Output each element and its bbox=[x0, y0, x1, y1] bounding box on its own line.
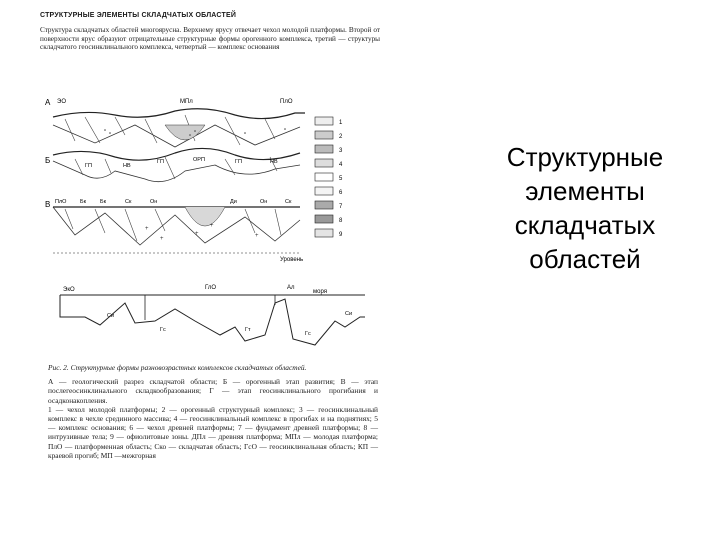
figure-legend bbox=[315, 117, 343, 238]
slide-title-line-2: элементы bbox=[525, 176, 645, 206]
slide-title-line-1: Структурные bbox=[506, 142, 664, 172]
row-v-label-3: Бк bbox=[100, 199, 107, 205]
svg-text:+: + bbox=[145, 226, 149, 232]
top-label-mpl: МПл bbox=[180, 99, 193, 105]
caption-legend: 1 — чехол молодой платформы; 2 — орогенный структурный комплекс; 3 — геосинклинальный комплекс в чехле срединного массива; 4 — геосинклинальный комплекс в прогибах и на поднятиях; 5 — комплекс основания; 6 — чехол древней платформы; 7 — фундамент древней платформы; 8 — интрузивные тела; 9 — офиолитовые зоны. ДПл — древняя платформа; МПл — молодая платформа; ПлО — платформенная область; Ско — складчатая область; ГсО — геосинклинальная область; КП — краевой прогиб; МП —межгорная bbox=[48, 404, 378, 460]
svg-text:+: + bbox=[255, 233, 259, 239]
geological-section-figure bbox=[45, 95, 375, 355]
legend-number-3: 3 bbox=[339, 148, 343, 154]
slide-title-line-4: областей bbox=[529, 244, 641, 274]
legend-number-4: 4 bbox=[339, 162, 343, 168]
row-v-label-5: Он bbox=[150, 199, 158, 205]
top-label-plo: ПлО bbox=[280, 99, 293, 105]
row-g-label-1: ЭкО bbox=[63, 287, 75, 293]
row-v-label-1: ПлО bbox=[55, 199, 67, 205]
caption-title: Рис. 2. Структурные формы разновозрастных комплексов складчатых областей. bbox=[48, 363, 307, 372]
scanned-page bbox=[30, 0, 385, 540]
row-b-label-6: НВ bbox=[270, 159, 278, 165]
caption-sections: А — геологический разрез складчатой области; Б — орогенный этап развития; В — этап послегеосинклинального складкообразования; Г — этап геосинклинального прогибания и осадконакопления. bbox=[48, 377, 378, 405]
legend-number-9: 9 bbox=[339, 232, 343, 238]
section-v-label: В bbox=[45, 200, 51, 209]
section-b bbox=[45, 148, 300, 181]
row-g-label-8: Си bbox=[345, 311, 353, 317]
svg-text:+: + bbox=[195, 231, 199, 237]
svg-text:+: + bbox=[210, 223, 214, 229]
legend-number-8: 8 bbox=[339, 218, 343, 224]
row-b-label-2: НВ bbox=[123, 163, 131, 169]
section-a-label: А bbox=[45, 98, 51, 107]
legend-number-7: 7 bbox=[339, 204, 343, 210]
slide-title-line-3: складчатых bbox=[514, 210, 656, 240]
scan-intro-paragraph: Структура складчатых областей многоярусна. Верхнему ярусу отвечает чехол молодой платформы. Второй от поверхности ярус образуют отрицательные структурные формы орогенного комплекса, третий — структуры складчатого геосинклинального комплекса, четвертый — комплекс основания bbox=[40, 26, 380, 52]
row-g-label-5: Гс bbox=[160, 327, 166, 333]
row-v-label-8: Ск bbox=[285, 199, 292, 205]
scan-heading: СТРУКТУРНЫЕ ЭЛЕМЕНТЫ СКЛАДЧАТЫХ ОБЛАСТЕЙ bbox=[40, 12, 237, 19]
legend-number-6: 6 bbox=[339, 190, 343, 196]
row-v-label-6: Ди bbox=[230, 199, 237, 205]
row-b-label-5: ГП bbox=[235, 159, 242, 165]
row-g-label-7: Гс bbox=[305, 331, 311, 337]
row-v-label-2: Бк bbox=[80, 199, 87, 205]
row-g-label-6: Гт bbox=[245, 327, 251, 333]
section-g bbox=[60, 285, 365, 345]
row-g-label-4: Си bbox=[107, 313, 115, 319]
slide-title bbox=[490, 140, 680, 276]
section-b-label: Б bbox=[45, 156, 51, 165]
row-b-label-3: ГП bbox=[157, 159, 164, 165]
row-b-label-1: ГП bbox=[85, 163, 92, 169]
section-v bbox=[45, 199, 303, 263]
figure-caption bbox=[48, 363, 378, 460]
top-label-eo: ЭО bbox=[57, 99, 66, 105]
row-v-label-7: Он bbox=[260, 199, 268, 205]
svg-text:+: + bbox=[160, 236, 164, 242]
row-b-label-4: ОРП bbox=[193, 157, 205, 163]
legend-number-5: 5 bbox=[339, 176, 343, 182]
level-label: Уровень bbox=[280, 257, 304, 263]
row-g-label-2: ГлО bbox=[205, 285, 217, 291]
section-a bbox=[45, 98, 305, 147]
legend-number-1: 1 bbox=[339, 120, 343, 126]
sea-label: моря bbox=[313, 289, 327, 295]
row-g-label-3: Ал bbox=[287, 285, 295, 291]
legend-number-2: 2 bbox=[339, 134, 343, 140]
row-v-label-4: Ск bbox=[125, 199, 132, 205]
